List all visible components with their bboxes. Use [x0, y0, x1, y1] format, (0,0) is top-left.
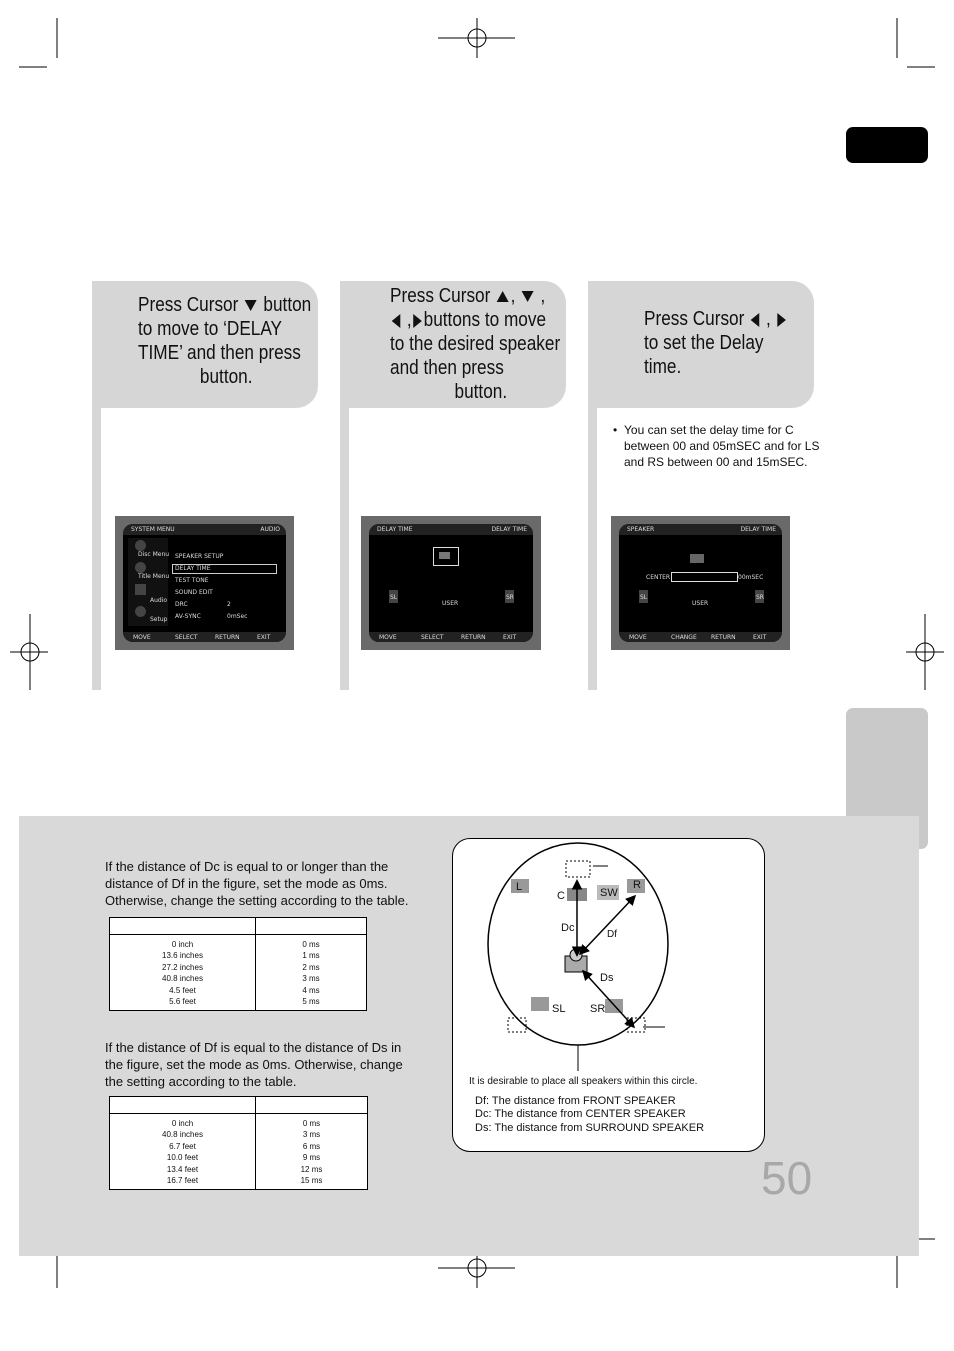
cursor-left-icon	[392, 314, 401, 328]
menu-item-delay-time: DELAY TIME	[175, 565, 211, 572]
cursor-right-icon	[777, 313, 786, 327]
side-audio: Audio	[150, 597, 168, 604]
step-3-line1: Press Cursor	[644, 308, 745, 330]
step-2-text	[390, 284, 571, 404]
table-cell: 4.5 feet	[169, 985, 196, 995]
center-delay-table	[109, 917, 367, 1011]
table-cell: 3 ms	[302, 1130, 321, 1140]
listening-circle	[488, 843, 668, 1045]
chapter-tab	[846, 127, 928, 163]
table-1-delays	[256, 935, 367, 1011]
table-cell: 40.8 inches	[162, 1130, 203, 1140]
screen-2-sr: SR	[506, 594, 514, 601]
cursor-right-icon	[413, 314, 422, 328]
step-1-line1b: button	[263, 294, 312, 316]
table-cell: 13.4 feet	[166, 1164, 199, 1174]
table-cell: 1 ms	[302, 951, 320, 961]
surround-delay-table	[109, 1096, 368, 1190]
step-2-bar	[340, 408, 349, 690]
footer-exit: EXIT	[257, 634, 271, 641]
label-c: C	[557, 890, 565, 902]
step-2-line5: button.	[454, 381, 508, 403]
screen-1-header-right: AUDIO	[260, 526, 280, 533]
side-setup: Setup	[150, 616, 168, 623]
footer-exit: EXIT	[503, 634, 517, 641]
bullet: •	[613, 423, 618, 437]
footer-move: MOVE	[133, 634, 151, 641]
footer-return: RETURN	[461, 634, 486, 641]
table-cell: 12 ms	[300, 1164, 323, 1174]
footer-exit: EXIT	[753, 634, 767, 641]
paragraph-surround-delay: If the distance of Df is equal to the distance of Ds in the figure, set the mode as 0ms. Otherwise, change the setting according to the table.	[105, 1040, 403, 1089]
step-1-line2: to move to ‘DELAY	[138, 318, 283, 340]
table-cell: 0 inch	[171, 940, 194, 949]
page-number: 50	[761, 1152, 813, 1204]
screen-1	[115, 516, 294, 650]
screen-2-header-left: DELAY TIME	[377, 526, 413, 533]
paragraph-center-delay: If the distance of Dc is equal to or longer than the distance of Df in the figure, set the mode as 0ms. Otherwise, change the setting according to the table.	[105, 859, 409, 908]
side-disc-menu: Disc Menu	[138, 551, 170, 558]
legend-df: Df: The distance from FRONT SPEAKER	[475, 1095, 676, 1107]
menu-item-test-tone: TEST TONE	[175, 577, 209, 584]
step-3-line2: to set the Delay	[644, 332, 764, 354]
step-3-comma: ,	[765, 308, 771, 330]
step-3-text	[644, 307, 807, 379]
menu-item-sound-edit: SOUND EDIT	[175, 589, 213, 596]
table-2-header-distance	[110, 1097, 256, 1114]
table-cell: 0 ms	[302, 940, 320, 949]
table-cell: 4 ms	[302, 985, 320, 995]
step-2-comma2: ,	[540, 285, 546, 307]
step-2-line1: Press Cursor	[390, 285, 491, 307]
table-cell: 15 ms	[300, 1176, 323, 1186]
step-2-comma1: ,	[510, 285, 516, 307]
footer-select: SELECT	[175, 634, 198, 641]
step-3-note	[613, 422, 823, 470]
legend-dc: Dc: The distance from CENTER SPEAKER	[475, 1108, 686, 1120]
df-arrow	[581, 897, 634, 953]
disc-menu-icon	[135, 540, 146, 551]
screen-2	[361, 516, 541, 650]
footer-move: MOVE	[379, 634, 397, 641]
label-dc: Dc	[561, 922, 575, 934]
table-2-header-delay	[256, 1097, 368, 1114]
screen-3-header-right: DELAY TIME	[740, 526, 776, 533]
screen-2-header-right: DELAY TIME	[491, 526, 527, 533]
screen-2-sl: SL	[390, 594, 398, 601]
menu-item-speaker-setup: SPEAKER SETUP	[175, 553, 224, 560]
table-cell: 10.0 feet	[166, 1153, 199, 1163]
table-cell: 6.7 feet	[169, 1141, 196, 1151]
speaker-layout-diagram	[452, 838, 765, 1152]
footer-move: MOVE	[629, 634, 647, 641]
table-1-distances	[110, 935, 256, 1011]
cursor-left-icon	[751, 313, 760, 327]
cursor-up-icon	[497, 291, 509, 302]
cursor-down-icon	[245, 300, 257, 311]
listener-head-icon	[570, 949, 582, 961]
center-speaker-icon	[439, 552, 450, 559]
screen-3-center-label: CENTER	[646, 574, 671, 581]
table-cell: 27.2 inches	[162, 962, 203, 972]
label-sw: SW	[600, 887, 618, 899]
step-3-note-text: You can set the delay time for C between 00 and 05mSEC and for LS and RS between 00 and 15mSEC.	[624, 423, 820, 469]
table-cell: 2 ms	[302, 962, 320, 972]
step-1-line1: Press Cursor	[138, 294, 239, 316]
screen-3-display	[619, 524, 782, 642]
center-speaker-dotted-icon	[566, 861, 590, 877]
screen-3-user: USER	[692, 600, 709, 607]
step-1-line3: TIME’ and then press	[138, 342, 301, 364]
screen-2-display	[369, 524, 533, 642]
step-2-line4: and then press	[390, 357, 504, 379]
table-2-distances	[110, 1114, 256, 1190]
cursor-down-icon	[522, 291, 534, 302]
table-1-header-distance	[110, 918, 256, 935]
table-cell: 13.6 inches	[162, 951, 203, 961]
screen-3-header-left: SPEAKER	[627, 526, 655, 533]
table-cell: 5.6 feet	[169, 997, 196, 1007]
step-2-comma3: ,	[406, 309, 412, 331]
table-cell: 0 inch	[171, 1119, 194, 1128]
screen-1-header-left: SYSTEM MENU	[131, 526, 175, 533]
table-cell: 3 ms	[302, 974, 320, 984]
table-cell: 16.7 feet	[166, 1176, 199, 1186]
label-r: R	[633, 879, 641, 891]
label-sr: SR	[590, 1003, 606, 1015]
setup-icon	[135, 606, 146, 617]
screen-3	[611, 516, 790, 650]
table-2-delays	[256, 1114, 368, 1190]
side-title-menu: Title Menu	[138, 573, 170, 580]
step-1-line4: button.	[199, 366, 253, 388]
label-ds: Ds	[600, 972, 614, 984]
step-3-line3: time.	[644, 356, 682, 378]
step-2-line3: to the desired speaker	[390, 333, 561, 355]
menu-item-av-sync: AV-SYNC	[175, 613, 201, 620]
screen-3-center-value: 00mSEC	[738, 574, 764, 581]
screen-1-display	[123, 524, 286, 642]
surround-right-dotted-icon	[627, 1018, 645, 1032]
step-3-bar	[588, 408, 597, 690]
screen-3-sl: SL	[640, 594, 648, 601]
table-1-header-delay	[256, 918, 367, 935]
step-1-bar	[92, 408, 101, 690]
step-2-line2: buttons to move	[423, 309, 547, 331]
footer-return: RETURN	[215, 634, 240, 641]
center-delay-bar[interactable]	[671, 572, 738, 582]
label-df: Df	[607, 929, 617, 940]
table-cell: 6 ms	[302, 1141, 321, 1151]
diagram-caption: It is desirable to place all speakers within this circle.	[469, 1076, 698, 1087]
title-menu-icon	[135, 562, 146, 573]
av-sync-value: 0mSec	[227, 613, 248, 620]
menu-item-drc: DRC	[175, 601, 188, 608]
screen-2-user: USER	[442, 600, 459, 607]
screen-3-sr: SR	[756, 594, 764, 601]
step-1-text	[138, 293, 319, 389]
table-cell: 5 ms	[302, 997, 320, 1007]
surround-left-speaker-icon	[531, 997, 549, 1011]
table-cell: 40.8 inches	[162, 974, 203, 984]
label-l: L	[516, 881, 523, 893]
drc-value: 2	[227, 601, 231, 608]
footer-select: SELECT	[421, 634, 444, 641]
audio-icon	[135, 584, 146, 595]
footer-change: CHANGE	[671, 634, 697, 641]
center-speaker-icon	[690, 554, 704, 563]
footer-return: RETURN	[711, 634, 736, 641]
label-sl: SL	[552, 1003, 566, 1015]
legend-ds: Ds: The distance from SURROUND SPEAKER	[475, 1122, 705, 1134]
table-cell: 9 ms	[302, 1153, 321, 1163]
table-cell: 0 ms	[302, 1119, 321, 1128]
